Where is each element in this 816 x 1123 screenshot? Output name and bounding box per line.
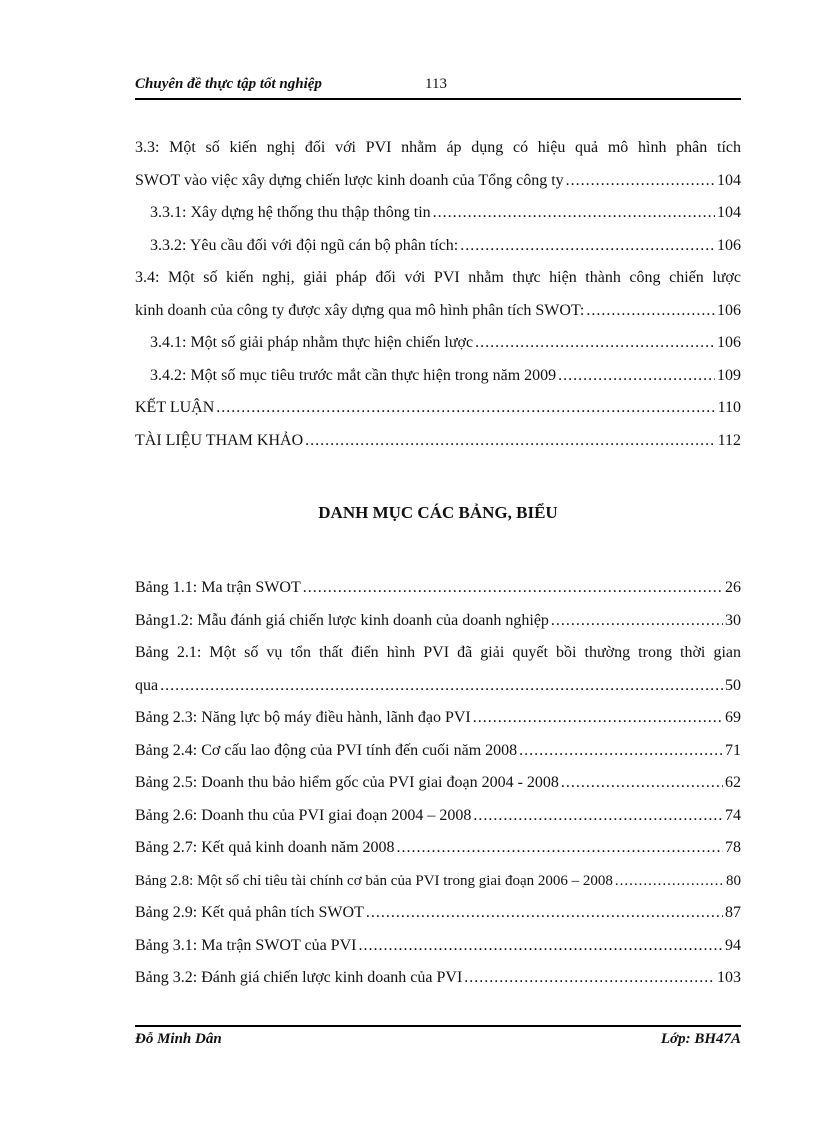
table-entry-text: Bảng 2.9: Kết quả phân tích SWOT: [135, 904, 364, 921]
toc-entry-text: 3.4.1: Một số giải pháp nhằm thực hiện chiến lược: [150, 334, 474, 351]
dot-leader: [475, 327, 715, 360]
dot-leader: [358, 930, 723, 963]
table-entry-text: Bảng1.2: Mẫu đánh giá chiến lược kinh doanh của doanh nghiệp: [135, 611, 549, 629]
tables-list: [135, 572, 741, 995]
toc-entry-text: 3.3: Một số kiến nghị đối với PVI nhằm áp dụng có hiệu quả mô hình phân tích: [135, 139, 741, 156]
footer-author: Đỗ Minh Dân: [135, 1031, 222, 1047]
toc-page: 110: [717, 399, 741, 416]
toc-entry-text: KẾT LUẬN: [135, 399, 215, 416]
table-entry-page: 80: [726, 872, 741, 889]
table-entry-page: 50: [725, 676, 741, 694]
toc-entry-3-3-1: [135, 197, 741, 230]
toc-page: 112: [717, 431, 741, 449]
footer-class: Lớp: BH47A: [660, 1031, 741, 1047]
page-header: [135, 76, 741, 100]
table-entry-page: 78: [725, 839, 741, 856]
toc-entry-3-4-2: [135, 360, 741, 393]
toc-entry-text: 3.4: Một số kiến nghị, giải pháp đối với PVI nhằm thực hiện thành công chiến lược: [135, 269, 741, 286]
section-heading: DANH MỤC CÁC BẢNG, BIỂU: [318, 503, 558, 522]
table-entry-text: Bảng 3.1: Ma trận SWOT của PVI: [135, 936, 357, 954]
toc-page: 104: [717, 204, 741, 221]
table-entry-page: 74: [725, 806, 741, 824]
dot-leader: [586, 295, 715, 328]
table-entry-page: 69: [725, 709, 741, 726]
table-entry-page: 62: [725, 774, 741, 791]
table-entry-2-9: [135, 897, 741, 930]
dot-leader: [561, 767, 723, 800]
dot-leader: [305, 425, 715, 458]
table-entry-2-8: [135, 865, 741, 898]
dot-leader: [566, 165, 715, 198]
table-entry-text: Bảng 2.3: Năng lực bộ máy điều hành, lãnh đạo PVI: [135, 709, 471, 726]
dot-leader: [366, 897, 723, 930]
table-entry-2-1-line1: [135, 637, 741, 670]
toc-entry-text: kinh doanh của công ty được xây dựng qua mô hình phân tích SWOT:: [135, 301, 585, 319]
toc-page: 104: [717, 171, 741, 189]
dot-leader: [160, 670, 723, 703]
dot-leader: [519, 735, 723, 768]
dot-leader: [558, 360, 715, 393]
toc-entry-3-3-line2: [135, 165, 741, 198]
toc-page: 106: [717, 301, 741, 319]
toc-entry-3-4-line1: [135, 262, 741, 295]
table-entry-1-1: [135, 572, 741, 605]
toc-entry-3-4-line2: [135, 295, 741, 328]
table-entry-2-7: [135, 832, 741, 865]
dot-leader: [464, 962, 715, 995]
table-entry-2-4: [135, 735, 741, 768]
table-entry-page: 26: [725, 579, 741, 596]
table-entry-text: qua: [135, 676, 159, 694]
table-entry-2-3: [135, 702, 741, 735]
table-entry-2-1-line2: [135, 670, 741, 703]
dot-leader: [216, 392, 715, 425]
table-entry-text: Bảng 2.6: Doanh thu của PVI giai đoạn 2004 – 2008: [135, 806, 472, 824]
table-of-contents: [135, 132, 741, 457]
table-entry-2-5: [135, 767, 741, 800]
table-entry-text: Bảng 1.1: Ma trận SWOT: [135, 579, 301, 596]
table-entry-3-1: [135, 930, 741, 963]
toc-entry-text: SWOT vào việc xây dựng chiến lược kinh doanh của Tổng công ty: [135, 171, 564, 189]
table-entry-text: Bảng 2.8: Một số chỉ tiêu tài chính cơ bản của PVI trong giai đoạn 2006 – 2008: [135, 872, 613, 889]
table-entry-3-2: [135, 962, 741, 995]
toc-entry-text: 3.4.2: Một số mục tiêu trước mắt cần thực hiện trong năm 2009: [150, 366, 557, 384]
table-entry-page: 30: [725, 611, 741, 629]
dot-leader: [615, 865, 724, 898]
toc-entry-3-3-line1: [135, 132, 741, 165]
dot-leader: [551, 605, 723, 638]
dot-leader: [460, 230, 715, 263]
toc-entry-text: 3.3.1: Xây dựng hệ thống thu thập thông tin: [150, 204, 431, 221]
dot-leader: [397, 832, 723, 865]
table-entry-page: 71: [725, 741, 741, 759]
dot-leader: [473, 800, 723, 833]
table-entry-text: Bảng 2.4: Cơ cấu lao động của PVI tính đến cuối năm 2008: [135, 741, 518, 759]
toc-entry-text: TÀI LIỆU THAM KHẢO: [135, 431, 304, 449]
table-entry-page: 87: [725, 904, 741, 921]
table-entry-page: 103: [717, 969, 741, 986]
toc-entry-3-3-2: [135, 230, 741, 263]
table-entry-text: Bảng 3.2: Đánh giá chiến lược kinh doanh của PVI: [135, 969, 463, 986]
table-entry-text: Bảng 2.7: Kết quả kinh doanh năm 2008: [135, 839, 395, 856]
header-title: Chuyên đề thực tập tốt nghiệp: [135, 76, 322, 92]
toc-entry-text: 3.3.2: Yêu cầu đối với đội ngũ cán bộ phân tích:: [150, 236, 459, 254]
table-entry-page: 94: [725, 936, 741, 954]
table-entry-1-2: [135, 605, 741, 638]
toc-page: 109: [717, 366, 741, 384]
table-entry-text: Bảng 2.1: Một số vụ tổn thất điển hình PVI đã giải quyết bồi thường trong thời gian: [135, 644, 741, 661]
table-entry-text: Bảng 2.5: Doanh thu bảo hiểm gốc của PVI giai đoạn 2004 - 2008: [135, 774, 559, 791]
dot-leader: [303, 572, 723, 605]
table-entry-2-6: [135, 800, 741, 833]
toc-page: 106: [717, 236, 741, 254]
toc-entry-3-4-1: [135, 327, 741, 360]
toc-page: 106: [717, 334, 741, 351]
dot-leader: [473, 702, 723, 735]
dot-leader: [433, 197, 715, 230]
header-page-number: 113: [425, 76, 447, 92]
toc-entry-tai-lieu: [135, 425, 741, 458]
toc-entry-ket-luan: [135, 392, 741, 425]
page-footer: [135, 1025, 741, 1055]
